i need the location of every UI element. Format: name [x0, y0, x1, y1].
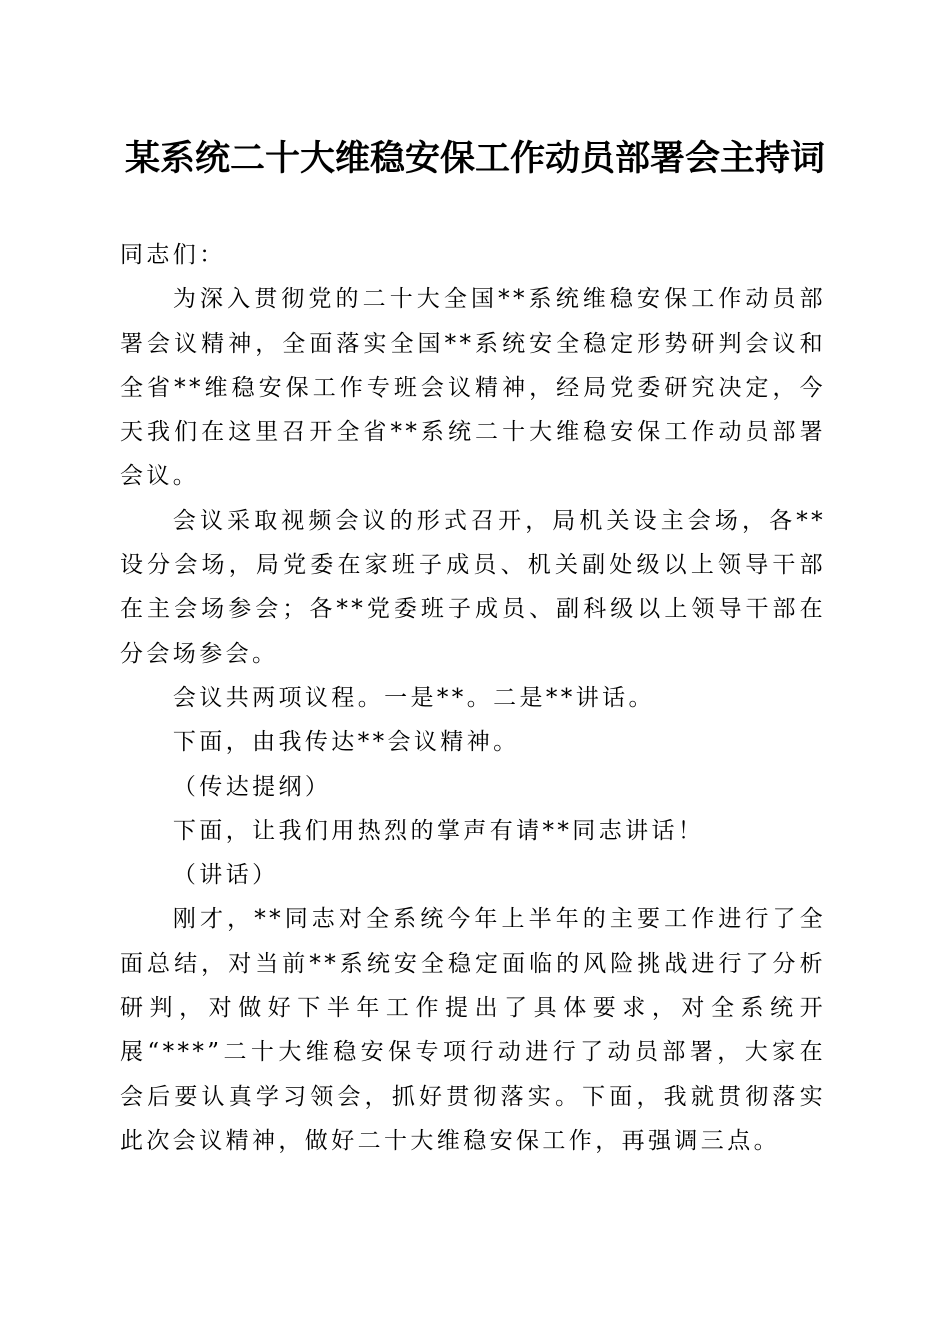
- document-body: [120, 233, 826, 1163]
- paragraph-meeting-format: 会议采取视频会议的形式召开，局机关设主会场，各**设分会场，局党委在家班子成员、机关副处级以上领导干部在主会场参会；各**党委班子成员、副科级以上领导干部在分会场参会。: [120, 507, 826, 667]
- paragraph-invite-speech: 下面，让我们用热烈的掌声有请**同志讲话！: [172, 817, 705, 844]
- document-title: 某系统二十大维稳安保工作动员部署会主持词: [124, 138, 825, 179]
- paragraph-agenda: 会议共两项议程。一是**。二是**讲话。: [172, 684, 655, 711]
- paragraph-convey: 下面，由我传达**会议精神。: [172, 729, 520, 756]
- greeting: 同志们：: [120, 242, 226, 268]
- paragraph-convey-outline: （传达提纲）: [172, 773, 332, 800]
- paragraph-opening: 为深入贯彻党的二十大全国**系统维稳安保工作动员部署会议精神，全面落实全国**系统安全稳定形势研判会议和全省**维稳安保工作专班会议精神，经局党委研究决定，今天我们在这里召开全省**系统二十大维稳安保工作动员部署会议。: [120, 286, 826, 490]
- paragraph-speech: （讲话）: [172, 862, 279, 889]
- paragraph-summary: 刚才，**同志对全系统今年上半年的主要工作进行了全面总结，对当前**系统安全稳定面临的风险挑战进行了分析研判，对做好下半年工作提出了具体要求，对全系统开展“***”二十大维稳安保专项行动进行了动员部署，大家在会后要认真学习领会，抓好贯彻落实。下面，我就贯彻落实此次会议精神，做好二十大维稳安保工作，再强调三点。: [120, 906, 826, 1154]
